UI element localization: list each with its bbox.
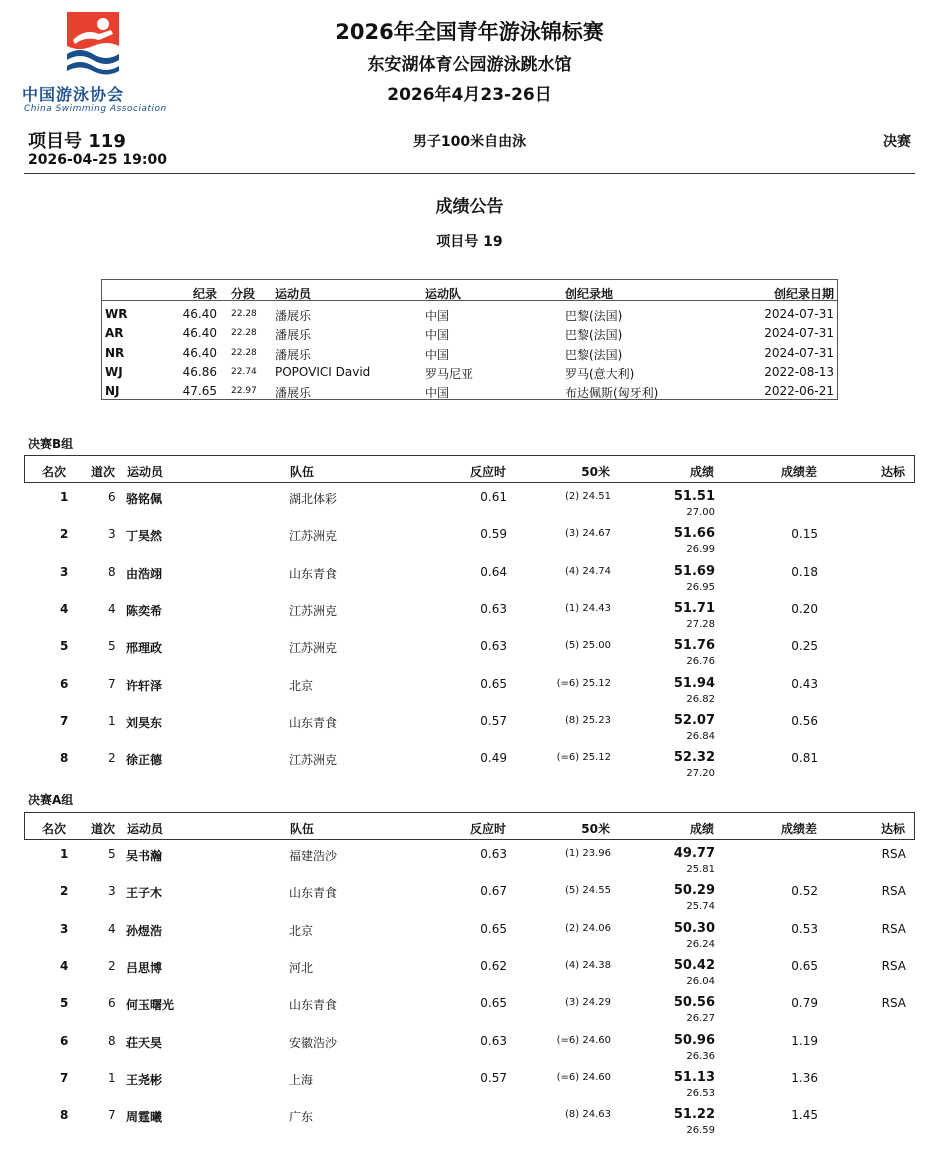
record-row xyxy=(102,323,837,342)
event-datetime: 2026-04-25 19:00 xyxy=(28,152,167,168)
reaction-time: 0.57 xyxy=(480,713,507,728)
record-code: WR xyxy=(105,307,128,321)
header-rank: 名次 xyxy=(42,822,67,836)
table-row xyxy=(24,596,915,633)
table-row xyxy=(24,708,915,745)
time-behind: 1.19 xyxy=(791,1033,818,1048)
table-row xyxy=(24,745,915,782)
split-50m: (=6) 24.60 xyxy=(556,1071,611,1083)
records-header-time: 纪录 xyxy=(192,287,217,301)
rank: 1 xyxy=(60,490,69,504)
athlete-name: 孙煜浩 xyxy=(126,923,163,938)
record-athlete: 潘展乐 xyxy=(275,348,312,362)
rank: 7 xyxy=(60,1070,69,1085)
athlete-name: 许轩泽 xyxy=(126,678,163,693)
record-place: 罗马(意大利) xyxy=(565,367,635,381)
split-second-50m: 27.00 xyxy=(686,507,715,518)
final-time: 50.29 xyxy=(673,883,715,899)
record-row xyxy=(102,381,837,400)
rank: 2 xyxy=(60,884,69,899)
record-team: 中国 xyxy=(425,328,450,342)
rank: 6 xyxy=(60,676,69,691)
record-place: 巴黎(法国) xyxy=(565,348,623,362)
record-split: 22.74 xyxy=(231,367,257,377)
rank: 4 xyxy=(60,601,69,616)
team-name: 安徽浩沙 xyxy=(289,1035,338,1050)
final-time: 49.77 xyxy=(673,846,715,861)
lane: 3 xyxy=(108,884,116,899)
team-name: 江苏洲克 xyxy=(289,753,338,768)
header-rt: 反应时 xyxy=(469,822,506,836)
time-behind: 0.79 xyxy=(791,996,818,1011)
split-second-50m: 26.36 xyxy=(686,1050,715,1062)
rank: 3 xyxy=(60,564,69,579)
team-name: 山东青食 xyxy=(289,886,338,901)
group-title-final-a: 决赛A组 xyxy=(28,793,74,807)
time-behind: 0.25 xyxy=(791,639,818,654)
event-name: 男子100米自由泳 xyxy=(412,134,527,150)
reaction-time: 0.65 xyxy=(480,921,507,936)
split-50m: (3) 24.29 xyxy=(565,997,611,1009)
record-place: 巴黎(法国) xyxy=(565,309,623,323)
time-behind: 0.20 xyxy=(791,601,818,616)
team-name: 山东青食 xyxy=(289,566,338,581)
lane: 1 xyxy=(108,1070,116,1085)
time-behind: 0.43 xyxy=(791,676,818,691)
split-second-50m: 26.82 xyxy=(686,693,715,705)
rank: 3 xyxy=(60,921,69,936)
lane: 7 xyxy=(108,676,116,691)
header-divider xyxy=(24,173,915,174)
record-team: 罗马尼亚 xyxy=(425,367,474,381)
lane: 7 xyxy=(108,1108,116,1123)
athlete-name: 由浩翊 xyxy=(126,566,163,581)
lane: 8 xyxy=(108,1033,116,1048)
records-header-split: 分段 xyxy=(231,287,256,301)
split-second-50m: 26.24 xyxy=(686,938,715,950)
table-row xyxy=(24,841,915,878)
record-place: 巴黎(法国) xyxy=(565,328,623,342)
reaction-time: 0.63 xyxy=(480,601,507,616)
record-row xyxy=(102,362,837,381)
split-50m: (5) 25.00 xyxy=(565,640,611,652)
split-50m: (3) 24.67 xyxy=(565,528,611,540)
split-second-50m: 26.84 xyxy=(686,730,715,742)
time-behind: 0.53 xyxy=(791,921,818,936)
records-header-row xyxy=(102,282,837,301)
split-second-50m: 26.27 xyxy=(686,1013,715,1025)
time-behind: 0.15 xyxy=(791,527,818,542)
header-result: 成绩 xyxy=(689,465,714,479)
records-header-date: 创纪录日期 xyxy=(773,287,834,301)
header-qual: 达标 xyxy=(880,465,905,479)
lane: 5 xyxy=(108,639,116,654)
record-code: WJ xyxy=(105,365,123,379)
lane: 2 xyxy=(108,958,116,973)
record-code: NR xyxy=(105,346,125,360)
final-time: 51.13 xyxy=(673,1069,715,1085)
results-header-row xyxy=(24,812,915,840)
group-title-final-b: 决赛B组 xyxy=(28,437,74,451)
split-second-50m: 26.99 xyxy=(686,544,715,556)
final-time: 51.76 xyxy=(673,638,715,654)
header-lane: 道次 xyxy=(91,465,116,479)
rank: 6 xyxy=(60,1033,69,1048)
table-row xyxy=(24,671,915,708)
team-name: 北京 xyxy=(289,923,314,938)
date-range: 2026年4月23-26日 xyxy=(387,85,552,105)
final-time: 51.66 xyxy=(673,526,715,542)
reaction-time: 0.67 xyxy=(480,884,507,899)
record-time: 46.40 xyxy=(182,346,217,360)
final-time: 51.71 xyxy=(673,600,715,616)
header-split50: 50米 xyxy=(581,465,610,479)
athlete-name: 邢理政 xyxy=(126,641,163,656)
table-row xyxy=(24,633,915,670)
header-lane: 道次 xyxy=(91,822,116,836)
time-behind: 1.36 xyxy=(791,1070,818,1085)
athlete-name: 刘昊东 xyxy=(126,715,163,730)
final-time: 51.22 xyxy=(673,1107,715,1123)
table-row xyxy=(24,1065,915,1102)
header-diff: 成绩差 xyxy=(780,822,817,836)
lane: 1 xyxy=(108,713,116,728)
header-team: 队伍 xyxy=(290,465,315,479)
record-date: 2024-07-31 xyxy=(764,307,834,321)
split-50m: (1) 23.96 xyxy=(565,848,611,859)
event-round: 决赛 xyxy=(883,134,911,150)
split-50m: (2) 24.51 xyxy=(565,491,611,502)
time-behind: 0.18 xyxy=(791,564,818,579)
record-split: 22.28 xyxy=(231,309,257,319)
qualification-mark: RSA xyxy=(881,958,906,973)
table-row xyxy=(24,521,915,558)
record-time: 46.40 xyxy=(182,307,217,321)
header-diff: 成绩差 xyxy=(780,465,817,479)
lane: 8 xyxy=(108,564,116,579)
team-name: 江苏洲克 xyxy=(289,603,338,618)
reaction-time: 0.63 xyxy=(480,1033,507,1048)
reaction-time: 0.61 xyxy=(480,490,507,504)
header-qual: 达标 xyxy=(880,822,905,836)
split-second-50m: 27.20 xyxy=(686,768,715,780)
reaction-time: 0.59 xyxy=(480,527,507,542)
final-time: 51.51 xyxy=(673,489,715,504)
record-row xyxy=(102,304,837,323)
rank: 5 xyxy=(60,639,69,654)
header-result: 成绩 xyxy=(689,822,714,836)
record-time: 46.86 xyxy=(182,365,217,379)
final-time: 51.69 xyxy=(673,563,715,579)
team-name: 江苏洲克 xyxy=(289,641,338,656)
team-name: 山东青食 xyxy=(289,998,338,1013)
final-time: 50.42 xyxy=(673,957,715,973)
split-50m: (4) 24.38 xyxy=(565,959,611,971)
header-team: 队伍 xyxy=(290,822,315,836)
final-time: 51.94 xyxy=(673,675,715,691)
split-second-50m: 26.76 xyxy=(686,656,715,668)
split-second-50m: 25.74 xyxy=(686,901,715,913)
reaction-time: 0.65 xyxy=(480,676,507,691)
header-split50: 50米 xyxy=(581,822,610,836)
record-team: 中国 xyxy=(425,309,450,323)
split-second-50m: 26.04 xyxy=(686,975,715,987)
record-date: 2022-06-21 xyxy=(764,384,834,398)
record-code: NJ xyxy=(105,384,120,398)
reaction-time: 0.49 xyxy=(480,751,507,766)
record-team: 中国 xyxy=(425,348,450,362)
lane: 3 xyxy=(108,527,116,542)
athlete-name: 吴书瀚 xyxy=(126,849,163,863)
record-date: 2024-07-31 xyxy=(764,346,834,360)
split-second-50m: 26.59 xyxy=(686,1125,715,1137)
athlete-name: 骆铭佩 xyxy=(126,492,163,506)
team-name: 河北 xyxy=(289,960,314,975)
split-50m: (4) 24.74 xyxy=(565,565,611,577)
header-athlete: 运动员 xyxy=(127,822,164,836)
table-row xyxy=(24,916,915,953)
athlete-name: 王尧彬 xyxy=(126,1072,163,1087)
lane: 6 xyxy=(108,490,116,504)
record-time: 46.40 xyxy=(182,326,217,340)
reaction-time: 0.65 xyxy=(480,996,507,1011)
header-athlete: 运动员 xyxy=(127,465,164,479)
rank: 8 xyxy=(60,1108,69,1123)
split-second-50m: 27.28 xyxy=(686,618,715,630)
table-row xyxy=(24,878,915,915)
final-time: 52.07 xyxy=(673,712,715,728)
final-time: 52.32 xyxy=(673,750,715,766)
team-name: 山东青食 xyxy=(289,715,338,730)
team-name: 北京 xyxy=(289,678,314,693)
split-second-50m: 25.81 xyxy=(686,864,715,875)
record-date: 2022-08-13 xyxy=(764,365,834,379)
split-second-50m: 26.95 xyxy=(686,581,715,593)
announcement-event-number: 项目号 19 xyxy=(436,234,503,250)
rank: 8 xyxy=(60,751,69,766)
athlete-name: 徐正德 xyxy=(126,753,163,768)
records-table xyxy=(101,279,838,400)
athlete-name: 陈奕希 xyxy=(126,603,163,618)
split-50m: (8) 24.63 xyxy=(565,1109,611,1121)
final-time: 50.96 xyxy=(673,1032,715,1048)
competition-title: 2026年全国青年游泳锦标赛 xyxy=(335,20,604,44)
record-place: 布达佩斯(匈牙利) xyxy=(565,386,659,400)
lane: 4 xyxy=(108,921,116,936)
header-rank: 名次 xyxy=(42,465,67,479)
reaction-time: 0.64 xyxy=(480,564,507,579)
athlete-name: 丁昊然 xyxy=(126,529,163,544)
rank: 4 xyxy=(60,958,69,973)
split-50m: (5) 24.55 xyxy=(565,885,611,897)
results-table-final-b xyxy=(24,455,915,785)
team-name: 湖北体彩 xyxy=(289,492,338,506)
lane: 2 xyxy=(108,751,116,766)
record-row xyxy=(102,343,837,362)
final-time: 50.30 xyxy=(673,920,715,936)
lane: 5 xyxy=(108,847,116,861)
rank: 2 xyxy=(60,527,69,542)
reaction-time: 0.63 xyxy=(480,847,507,861)
qualification-mark: RSA xyxy=(881,996,906,1011)
qualification-mark: RSA xyxy=(881,884,906,899)
split-50m: (=6) 25.12 xyxy=(556,677,611,689)
results-table-final-a xyxy=(24,812,915,1147)
time-behind: 0.81 xyxy=(791,751,818,766)
split-50m: (1) 24.43 xyxy=(565,602,611,614)
rank: 1 xyxy=(60,847,69,861)
team-name: 福建浩沙 xyxy=(289,849,338,863)
time-behind: 0.65 xyxy=(791,958,818,973)
time-behind: 1.45 xyxy=(791,1108,818,1123)
record-team: 中国 xyxy=(425,386,450,400)
event-number: 项目号 119 xyxy=(28,131,126,152)
table-row xyxy=(24,1102,915,1139)
team-name: 江苏洲克 xyxy=(289,529,338,544)
record-athlete: 潘展乐 xyxy=(275,386,312,400)
logo-name-en: China Swimming Association xyxy=(24,104,167,114)
reaction-time: 0.62 xyxy=(480,958,507,973)
header-rt: 反应时 xyxy=(469,465,506,479)
qualification-mark: RSA xyxy=(881,921,906,936)
split-50m: (2) 24.06 xyxy=(565,922,611,934)
qualification-mark: RSA xyxy=(881,847,906,861)
reaction-time: 0.57 xyxy=(480,1070,507,1085)
record-athlete: 潘展乐 xyxy=(275,328,312,342)
split-50m: (=6) 24.60 xyxy=(556,1034,611,1046)
athlete-name: 何玉曙光 xyxy=(126,998,175,1013)
team-name: 广东 xyxy=(289,1110,314,1125)
announcement-title: 成绩公告 xyxy=(435,197,504,217)
split-50m: (8) 25.23 xyxy=(565,714,611,726)
record-split: 22.97 xyxy=(231,386,257,396)
reaction-time: 0.63 xyxy=(480,639,507,654)
table-row xyxy=(24,990,915,1027)
table-row xyxy=(24,484,915,521)
record-athlete: 潘展乐 xyxy=(275,309,312,323)
results-header-row xyxy=(24,455,915,483)
record-athlete: POPOVICI David xyxy=(275,365,371,379)
split-second-50m: 26.53 xyxy=(686,1087,715,1099)
records-header-team: 运动队 xyxy=(425,287,462,301)
record-split: 22.28 xyxy=(231,328,257,338)
record-date: 2024-07-31 xyxy=(764,326,834,340)
final-time: 50.56 xyxy=(673,995,715,1011)
record-time: 47.65 xyxy=(182,384,217,398)
venue-title: 东安湖体育公园游泳跳水馆 xyxy=(367,55,572,75)
split-50m: (=6) 25.12 xyxy=(556,752,611,764)
table-row xyxy=(24,559,915,596)
logo-name-cn: 中国游泳协会 xyxy=(22,85,125,104)
table-row xyxy=(24,1028,915,1065)
records-header-place: 创纪录地 xyxy=(565,287,614,301)
lane: 4 xyxy=(108,601,116,616)
athlete-name: 吕思博 xyxy=(126,960,163,975)
time-behind: 0.52 xyxy=(791,884,818,899)
record-code: AR xyxy=(105,326,124,340)
team-name: 上海 xyxy=(289,1072,314,1087)
time-behind: 0.56 xyxy=(791,713,818,728)
table-row xyxy=(24,953,915,990)
record-split: 22.28 xyxy=(231,348,257,358)
athlete-name: 周霆曦 xyxy=(126,1110,163,1125)
rank: 5 xyxy=(60,996,69,1011)
lane: 6 xyxy=(108,996,116,1011)
records-header-athlete: 运动员 xyxy=(275,287,312,301)
athlete-name: 荘天昊 xyxy=(126,1035,163,1050)
rank: 7 xyxy=(60,713,69,728)
athlete-name: 王子木 xyxy=(126,886,163,901)
